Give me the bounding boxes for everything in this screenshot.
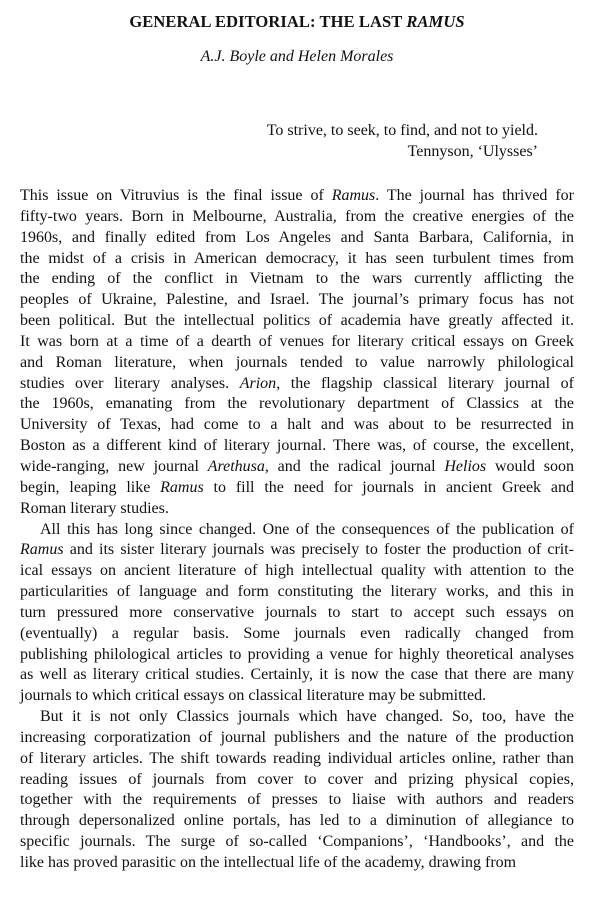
text-line: together with the requirements of presses to liaise with authors and readers xyxy=(20,791,574,809)
italic-title: Arethusa xyxy=(207,457,265,475)
article-authors: A.J. Boyle and Helen Morales xyxy=(200,48,394,65)
text-line: increasing corporatization of journal publishers and the nature of the production xyxy=(20,728,574,746)
text-line: specific journals. The surge of so-called ‘Companions’, ‘Handbooks’, and the xyxy=(20,833,574,851)
text-line: It was born at a time of a dearth of venues for literary critical essays on Greek xyxy=(20,332,574,350)
body-paragraph xyxy=(20,520,574,708)
italic-title: Helios xyxy=(444,457,487,475)
text-line: and Roman literature, when journals tended to value narrowly philological xyxy=(20,353,574,371)
text-line: Ramus and its sister literary journals was precisely to foster the production of crit- xyxy=(20,541,574,559)
text-line: the midst of a crisis in American democracy, it has seen turbulent times from xyxy=(20,249,574,267)
italic-title: Arion xyxy=(239,374,277,392)
title-journal-name: RAMUS xyxy=(406,12,465,31)
text-line: (eventually) a regular basis. Some journals even radically changed from xyxy=(20,624,574,642)
text-line: wide-ranging, new journal Arethusa, and the radical journal Helios would soon xyxy=(20,457,574,475)
italic-title: Ramus xyxy=(331,187,376,204)
article-title xyxy=(20,0,574,32)
text-line: the ending of the conflict in Vietnam to the wars currently afflicting the xyxy=(20,270,574,288)
body-paragraph xyxy=(20,186,574,520)
epigraph-attribution: Tennyson, ‘Ulysses’ xyxy=(407,143,538,160)
text-line: like has proved parasitic on the intellectual life of the academy, drawing from xyxy=(20,854,517,871)
italic-title: Ramus xyxy=(20,541,64,559)
text-line: journals to which critical essays on classical literature may be submitted. xyxy=(20,687,487,705)
text-line: particularities of language and form constituting the literary works, and this in xyxy=(20,583,574,601)
epigraph-quote: To strive, to seek, to find, and not to yield. xyxy=(266,122,538,139)
text-line: reading issues of journals from cover to cover and prizing physical copies, xyxy=(20,770,574,788)
text-line: through depersonalized online portals, has led to a diminution of allegiance to xyxy=(20,812,574,830)
body-paragraph xyxy=(20,707,574,874)
italic-title: Ramus xyxy=(160,478,204,496)
text-line: of literary articles. The shift towards reading individual articles online, rather than xyxy=(20,749,574,767)
text-line: Boston as a different kind of literary journal. There was, of course, the excellent, xyxy=(20,437,574,455)
text-line: as well as literary critical studies. Certainly, it is now the case that there are many xyxy=(20,666,574,684)
text-line: publishing philological articles to providing a venue for highly theoretical analyses xyxy=(20,645,574,663)
text-line: 1960s, and finally edited from Los Angeles and Santa Barbara, California, in xyxy=(20,228,574,246)
text-line: fifty-two years. Born in Melbourne, Australia, from the creative energies of the xyxy=(20,207,574,225)
text-line: But it is not only Classics journals which have changed. So, too, have the xyxy=(40,708,574,726)
text-line: University of Texas, had come to a halt and was about to be resurrected in xyxy=(20,416,574,434)
text-line: ical essays on ancient literature of high intellectual quality with attention to the xyxy=(20,562,574,580)
text-line: All this has long since changed. One of the consequences of the publication of xyxy=(40,520,574,538)
text-line: studies over literary analyses. Arion, the flagship classical literary journal of xyxy=(20,374,574,392)
text-line: Roman literary studies. xyxy=(20,499,169,517)
text-line: the 1960s, emanating from the revolutionary department of Classics at the xyxy=(20,395,574,413)
text-line: begin, leaping like Ramus to fill the need for journals in ancient Greek and xyxy=(20,478,574,496)
text-line: turn pressured more conservative journals to start to accept such essays on xyxy=(20,603,574,621)
epigraph xyxy=(20,120,538,162)
article-body xyxy=(20,186,574,874)
title-prefix: GENERAL EDITORIAL: THE LAST xyxy=(129,12,407,31)
text-line: peoples of Ukraine, Palestine, and Israel. The journal’s primary focus has not xyxy=(20,291,574,309)
text-line: been political. But the intellectual politics of academia have greatly affected it. xyxy=(20,312,574,330)
text-line: This issue on Vitruvius is the final issue of Ramus. The journal has thrived for xyxy=(20,187,574,204)
